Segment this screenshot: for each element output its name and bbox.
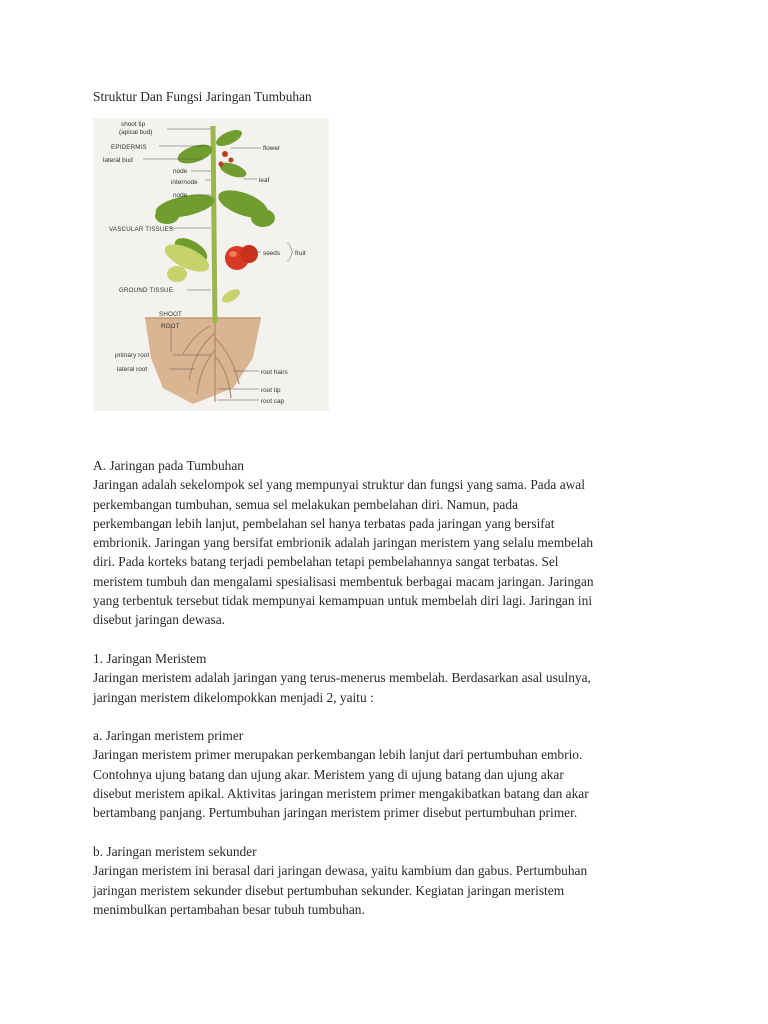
section-heading-jaringan: A. Jaringan pada Tumbuhan [93, 458, 245, 473]
label-fruit: fruit [295, 250, 306, 257]
paragraph-gap [93, 630, 683, 649]
label-lateral-bud: lateral bud [103, 157, 133, 164]
label-shoot: SHOOT [159, 311, 183, 318]
plant-structure-figure [93, 118, 329, 411]
label-primary-root: primary root [115, 352, 150, 359]
label-node-1: node [173, 168, 188, 175]
section-text-meristem: Jaringan meristem adalah jaringan yang terus-menerus membelah. Berdasarkan asal usulnya, jaringan meristem dikelompokkan menjadi 2, yaitu : [93, 670, 591, 705]
label-lateral-root: lateral root [117, 366, 148, 373]
paragraph-gap [93, 823, 683, 842]
label-shoot-tip: shoot tip [121, 121, 146, 128]
plant-diagram [93, 118, 329, 411]
label-apical-bud: (apical bud) [119, 129, 153, 136]
paragraph-gap [93, 707, 683, 726]
label-leaf: leaf [259, 177, 270, 184]
label-root-cap: root cap [261, 398, 285, 405]
label-root-hairs: root hairs [261, 369, 288, 376]
section-heading-meristem-primer: a. Jaringan meristem primer [93, 728, 244, 744]
label-flower: flower [263, 145, 281, 152]
section-text-meristem-sekunder: Jaringan meristem ini berasal dari jaringan dewasa, yaitu kambium dan gabus. Pertumbuhan jaringan meristem sekunder disebut pertumbuhan sekunder. Kegiatan jaringan meristem menimbulkan pertambahan besar tubuh tumbuhan. [93, 863, 588, 917]
section-heading-meristem-sekunder: b. Jaringan meristem sekunder [93, 843, 257, 859]
label-root: ROOT [161, 323, 180, 330]
section-text-meristem-primer: Jaringan meristem primer merupakan perkembangan lebih lanjut dari pertumbuhan embrio. Contohnya ujung batang dan ujung akar. Meristem yang di ujung batang dan ujung akar disebut meristem apikal. Aktivitas jaringan meristem primer mengakibatkan batang dan akar bertambang panjang. Pertumbuhan jaringan meristem primer disebut pertumbuhan primer. [93, 747, 589, 821]
label-seeds: seeds [263, 250, 281, 257]
label-root-tip: root tip [261, 387, 281, 394]
label-ground-tissue: GROUND TISSUE [119, 287, 174, 294]
stem [213, 126, 215, 323]
label-vascular-tissues: VASCULAR TISSUES [109, 226, 174, 233]
label-node-2: node [173, 192, 188, 199]
document-body [93, 456, 683, 919]
label-epidermis: EPIDERMIS [111, 144, 147, 151]
section-heading-meristem: 1. Jaringan Meristem [93, 650, 207, 666]
document-title: Struktur Dan Fungsi Jaringan Tumbuhan [93, 89, 312, 104]
label-internode: internode [171, 179, 198, 186]
section-text-jaringan: Jaringan adalah sekelompok sel yang mempunyai struktur dan fungsi yang sama. Pada awal perkembangan tumbuhan, semua sel melakukan pembelahan diri. Namun, pada perkembangan lebih lanjut, pembelahan sel hanya terbatas pada jaringan yang bersifat embrionik. Jaringan yang bersifat embrionik adalah jaringan meristem yang selalu membelah diri. Pada korteks batang terjadi pembelahan tetapi pembelahannya sangat terbatas. Sel meristem tumbuh dan mengalami spesialisasi membentuk berbagai macam jaringan. Jaringan yang terbentuk tersebut tidak mempunyai kemampuan untuk membelah diri lagi. Jaringan ini disebut jaringan dewasa. [93, 477, 594, 628]
